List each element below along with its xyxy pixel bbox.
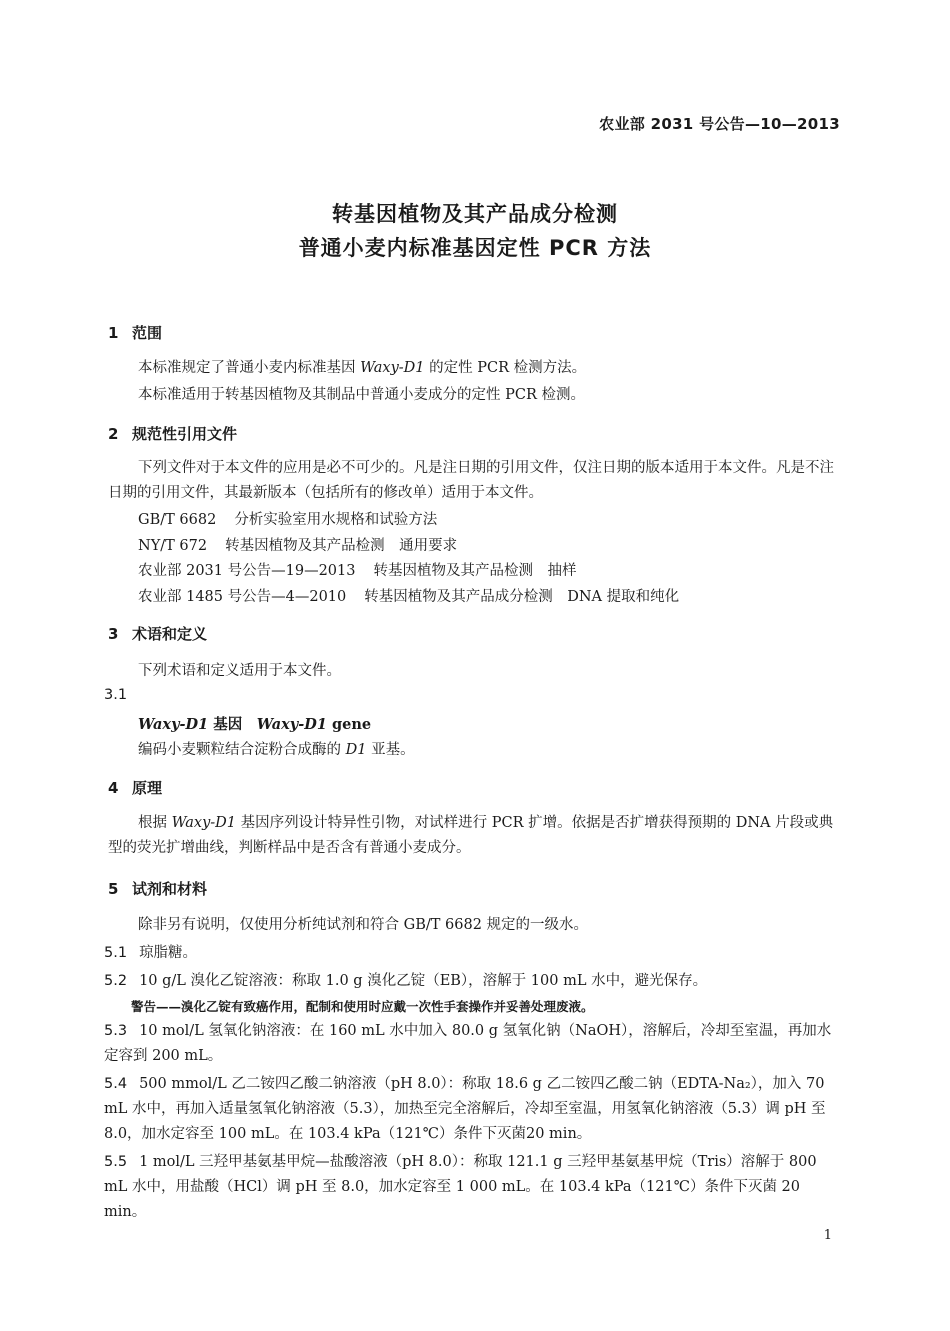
reference-code: 农业部 1485 号公告—4—2010 xyxy=(138,589,347,605)
reagent-number: 5.1 xyxy=(104,945,128,961)
subclause-number: 3.1 xyxy=(104,687,128,703)
section-number: 4 xyxy=(108,779,119,797)
terms-intro: 下列术语和定义适用于本文件。 xyxy=(138,663,341,679)
reference-item xyxy=(138,534,457,555)
section-3-heading xyxy=(108,623,207,644)
subclause-3-1 xyxy=(104,687,139,703)
warning-note: 警告——溴化乙锭有致癌作用，配制和使用时应戴一次性手套操作并妥善处理废液。 xyxy=(131,999,594,1014)
section-1-heading xyxy=(108,322,162,343)
reference-code: GB/T 6682 xyxy=(138,512,217,528)
section-5-heading xyxy=(108,878,207,899)
section-4-heading xyxy=(108,777,162,798)
reagent-item xyxy=(104,1072,840,1147)
section-2-heading xyxy=(108,423,237,444)
section-title: 范围 xyxy=(132,324,163,342)
standard-code: 农业部 2031 号公告—10—2013 xyxy=(599,115,840,133)
reference-title: 转基因植物及其产品检测 抽样 xyxy=(373,563,577,579)
reference-code: NY/T 672 xyxy=(138,538,208,554)
reagent-text: 1 mol/L 三羟甲基氨基甲烷—盐酸溶液（pH 8.0）：称取 121.1 g 三羟甲基氨基甲烷（Tris）溶解于 800 mL 水中，用盐酸（HCl）调 pH 至 8.0，加水定容至 1 000 mL。在 103.4 kPa（121℃）条件下灭菌 20 min。 xyxy=(104,1154,817,1220)
reference-title: 转基因植物及其产品成分检测 DNA 提取和纯化 xyxy=(364,589,680,605)
section-title: 试剂和材料 xyxy=(132,880,208,898)
reagents-intro: 除非另有说明，仅使用分析纯试剂和符合 GB/T 6682 规定的一级水。 xyxy=(138,917,589,933)
term-entry: Waxy-D1 基因 Waxy-D1 gene xyxy=(138,716,372,733)
reagent-item xyxy=(104,969,707,990)
gene-name: Waxy-D1 xyxy=(171,815,237,831)
reagent-item xyxy=(104,1019,840,1069)
reagent-number: 5.3 xyxy=(104,1023,128,1039)
reference-item xyxy=(138,508,437,529)
reference-title: 转基因植物及其产品检测 通用要求 xyxy=(225,538,458,554)
page-number: 1 xyxy=(823,1228,832,1243)
gene-name: Waxy-D1 xyxy=(360,360,425,376)
reagent-number: 5.2 xyxy=(104,973,128,989)
section-title: 原理 xyxy=(132,779,163,797)
reference-item xyxy=(138,559,576,580)
section-title: 术语和定义 xyxy=(132,625,208,643)
reagent-text: 10 mol/L 氢氧化钠溶液：在 160 mL 水中加入 80.0 g 氢氧化钠（NaOH），溶解后，冷却至室温，再加水定容到 200 mL。 xyxy=(104,1023,832,1064)
principle-paragraph: 根据 Waxy-D1 基因序列设计特异性引物，对试样进行 PCR 扩增。依据是否扩增获得预期的 DNA 片段或典型的荧光扩增曲线，判断样品中是否含有普通小麦成分。 xyxy=(108,815,834,856)
scope-paragraph-1: 本标准规定了普通小麦内标准基因 Waxy-D1 的定性 PCR 检测方法。 xyxy=(138,360,587,376)
reagent-item xyxy=(104,1150,840,1225)
references-intro: 下列文件对于本文件的应用是必不可少的。凡是注日期的引用文件，仅注日期的版本适用于本文件。凡是不注日期的引用文件，其最新版本（包括所有的修改单）适用于本文件。 xyxy=(108,460,834,501)
term-definition: 编码小麦颗粒结合淀粉合成酶的 D1 亚基。 xyxy=(138,742,415,758)
section-number: 1 xyxy=(108,324,119,342)
section-number: 5 xyxy=(108,880,119,898)
reagent-text: 500 mmol/L 乙二铵四乙酸二钠溶液（pH 8.0）：称取 18.6 g 乙二铵四乙酸二钠（EDTA-Na₂），加入 70 mL 水中，再加入适量氢氧化钠溶液（5.3），加热至完全溶解后，冷却至室温，用氢氧化钠溶液（5.3）调 pH 至 8.0，加水定容至 100 mL。在 103.4 kPa（121℃）条件下灭菌20 min。 xyxy=(104,1076,826,1142)
reagent-number: 5.5 xyxy=(104,1154,128,1170)
title-line-2: 普通小麦内标准基因定性 PCR 方法 xyxy=(298,236,652,260)
section-title: 规范性引用文件 xyxy=(132,425,238,443)
reagent-number: 5.4 xyxy=(104,1076,128,1092)
reference-code: 农业部 2031 号公告—19—2013 xyxy=(138,563,356,579)
reference-title: 分析实验室用水规格和试验方法 xyxy=(234,512,438,528)
scope-paragraph-2: 本标准适用于转基因植物及其制品中普通小麦成分的定性 PCR 检测。 xyxy=(138,387,585,403)
reference-item xyxy=(138,585,679,606)
section-number: 3 xyxy=(108,625,119,643)
title-line-1: 转基因植物及其产品成分检测 xyxy=(332,202,618,226)
reagent-text: 琼脂糖。 xyxy=(139,945,198,961)
reagent-text: 10 g/L 溴化乙锭溶液：称取 1.0 g 溴化乙锭（EB），溶解于 100 mL 水中，避光保存。 xyxy=(139,973,708,989)
section-number: 2 xyxy=(108,425,119,443)
reagent-item xyxy=(104,941,197,962)
